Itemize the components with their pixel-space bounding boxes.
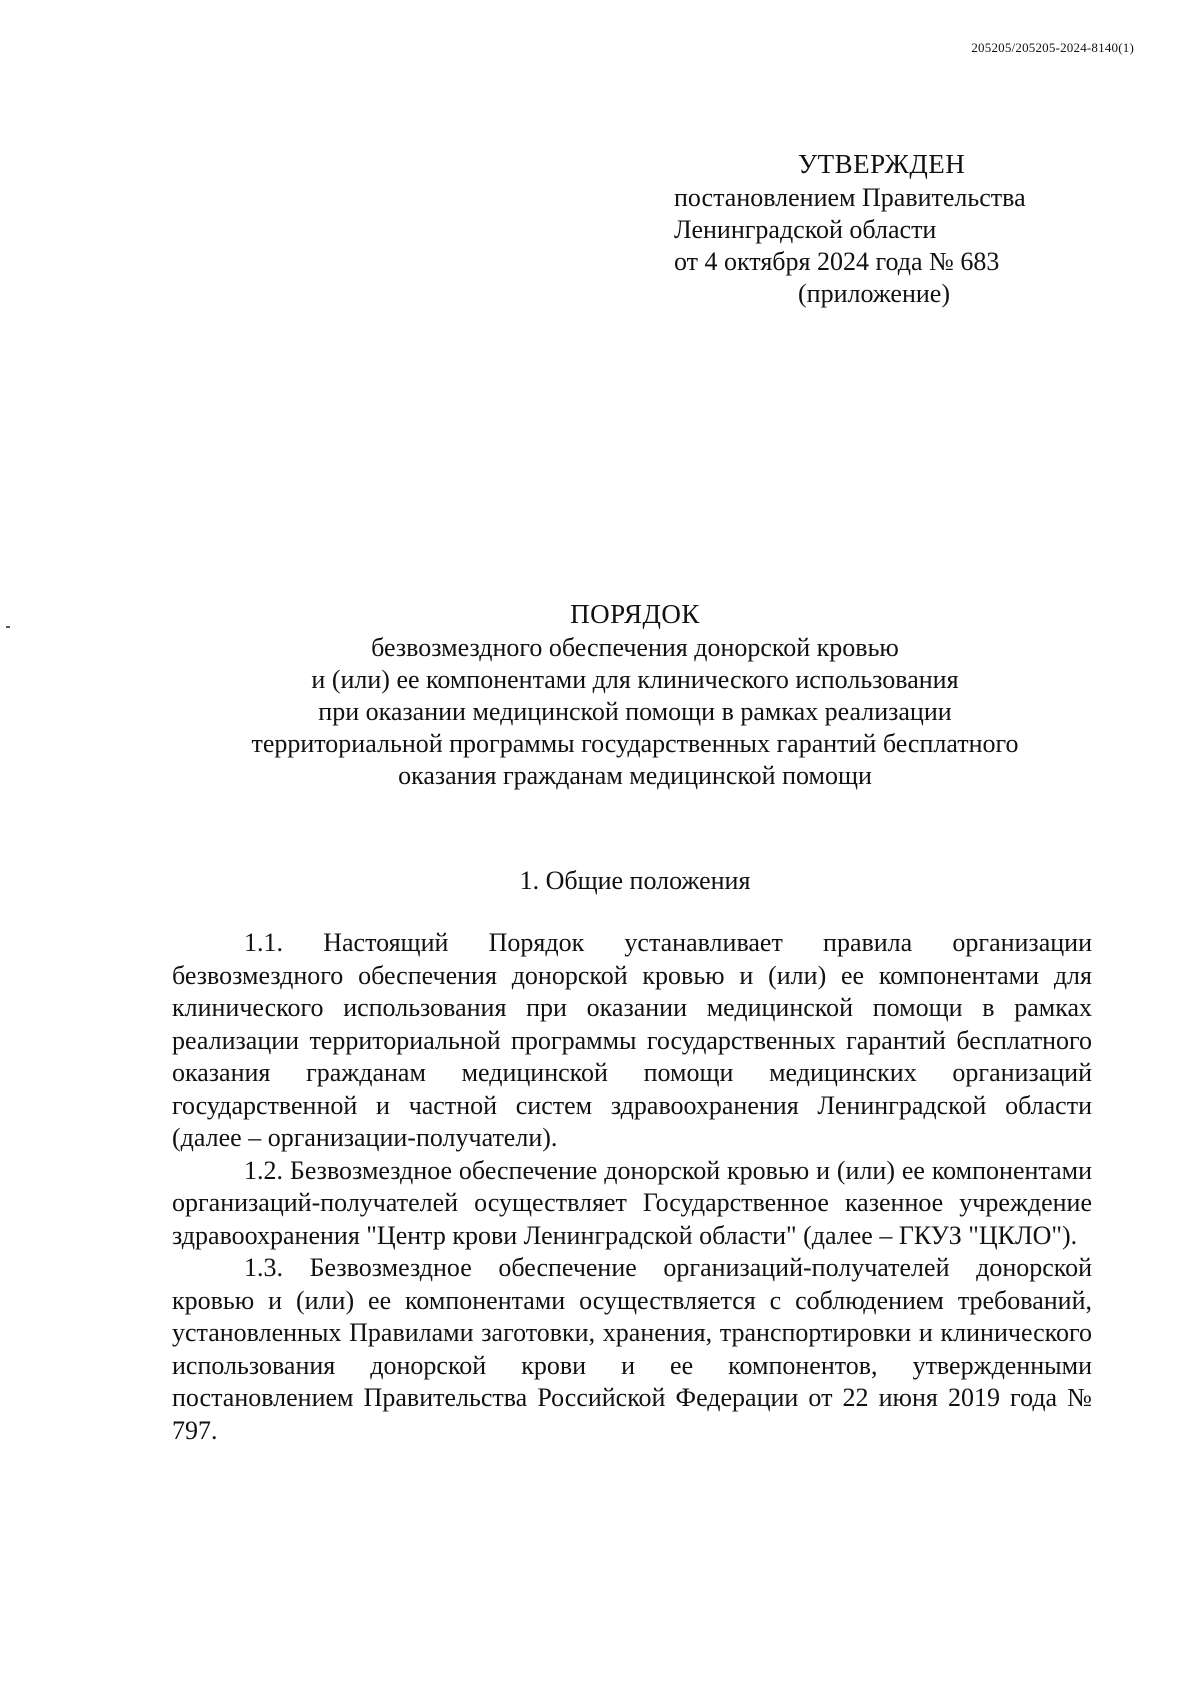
approval-block bbox=[674, 148, 1114, 310]
body-text bbox=[172, 927, 1092, 1447]
margin-mark bbox=[6, 626, 10, 628]
document-title-block bbox=[160, 598, 1110, 792]
paragraph-1-2: 1.2. Безвозмездное обеспечение донорской кровью и (или) ее компонентами организаций-получателей осуществляет Государственное казенное учреждение здравоохранения "Центр крови Ленинградской области" (далее – ГКУЗ "ЦКЛО"). bbox=[172, 1155, 1092, 1250]
document-title: ПОРЯДОК bbox=[570, 599, 700, 629]
approval-line: от 4 октября 2024 года № 683 bbox=[674, 247, 1000, 276]
section-heading: 1. Общие положения bbox=[519, 866, 751, 895]
approval-title: УТВЕРЖДЕН bbox=[798, 149, 966, 179]
title-line: безвозмездного обеспечения донорской кровью bbox=[371, 633, 899, 662]
title-line: территориальной программы государственных гарантий бесплатного bbox=[251, 729, 1019, 758]
title-line: при оказании медицинской помощи в рамках реализации bbox=[318, 697, 952, 726]
paragraph-1-1: 1.1. Настоящий Порядок устанавливает правила организации безвозмездного обеспечения донорской кровью и (или) ее компонентами для клинического использования при оказании медицинской помощи в рамках реализации территориальной программы государственных гарантий бесплатного оказания гражданам медицинской помощи медицинских организаций государственной и частной систем здравоохранения Ленинградской области (далее – организации-получатели). bbox=[172, 928, 1092, 1152]
paragraph-1-3: 1.3. Безвозмездное обеспечение организаций-получателей донорской кровью и (или) ее компонентами осуществляется с соблюдением требований, установленных Правилами заготовки, хранения, транспортировки и клинического использования донорской крови и ее компонентов, утвержденными постановлением Правительства Российской Федерации от 22 июня 2019 года № 797. bbox=[172, 1253, 1092, 1445]
title-line: и (или) ее компонентами для клинического использования bbox=[311, 665, 959, 694]
document-id: 205205/205205-2024-8140(1) bbox=[971, 40, 1134, 55]
title-line: оказания гражданам медицинской помощи bbox=[398, 761, 872, 790]
approval-line: постановлением Правительства bbox=[674, 183, 1026, 212]
approval-line: Ленинградской области bbox=[674, 215, 937, 244]
approval-note: (приложение) bbox=[798, 279, 951, 308]
